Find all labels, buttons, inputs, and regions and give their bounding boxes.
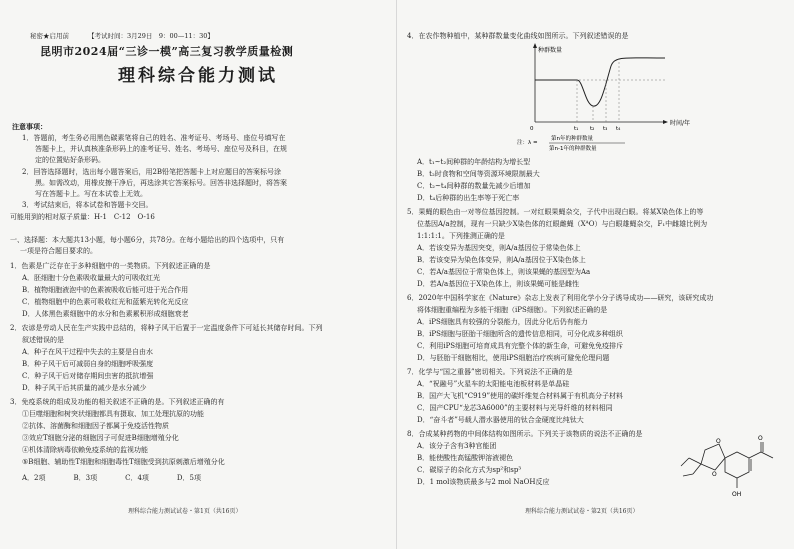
population-graph xyxy=(515,42,735,154)
tick-label: t₂ xyxy=(590,126,595,132)
option: B．t₂时食物和空间等资源环境限制最大 xyxy=(417,170,540,178)
option: A．iPS细胞具有较强的分裂能力，因此分化后仍有能力 xyxy=(417,318,588,326)
option: D．种子风干后其质量的减少是水分减少 xyxy=(22,384,147,392)
option: D．“奋斗者”号载人潜水器使用的钛合金硬度比纯钛大 xyxy=(417,416,584,424)
legend-title: 注：λ = xyxy=(517,140,538,146)
option: A．胚细胞十分色素吸收量最大的可吸收红光 xyxy=(22,274,161,282)
option: C．若A/a基因位于常染色体上，则该果蝇的基因型为Aa xyxy=(417,268,591,276)
option: C．国产CPU“龙芯3A6000”的主要材料与光导纤维的材料相同 xyxy=(417,404,613,412)
question-stem: 2．农谚是劳动人民在生产实践中总结的，将种子风干后置于一定温度条件下可延长其储存时间。下列 xyxy=(10,324,323,332)
section-heading: 一、选择题：本大题共13小题，每小题6分，共78分。在每小题给出的四个选项中，只有 xyxy=(10,236,285,244)
question-stem: 6．2020年中国科学家在《Nature》杂志上发表了利用化学小分子诱导成功——研究，该研究成功 xyxy=(407,294,714,302)
question-stem: 1．色素是广泛存在于多种细胞中的一类物质。下列叙述正确的是 xyxy=(10,262,211,270)
question-stem: 5．果蝇的眼色由一对等位基因控制。一对红眼果蝇杂交，子代中出现白眼。将某X染色体上的等 xyxy=(407,208,704,216)
option: B．iPS细胞与胚胎干细胞所含的遗传信息相同，可分化成多种组织 xyxy=(417,330,623,338)
option: C．t₂~t₄间种群的数量先减少后增加 xyxy=(417,182,531,190)
option: D．t₄后种群的出生率等于死亡率 xyxy=(417,194,520,202)
option: B．植物细胞液泡中的色素被吸收后能可进于光合作用 xyxy=(22,286,189,294)
exam-time: 【考试时间：3月29日 9：00—11：30】 xyxy=(88,32,214,40)
statement: ⑤B细胞、辅助性T细胞和细胞毒性T细胞受到抗原刺激后增殖分化 xyxy=(22,458,225,466)
oxygen-atom: O xyxy=(716,438,721,445)
x-axis-label: 时间/年 xyxy=(670,120,691,127)
hydroxyl-label: OH xyxy=(732,491,742,498)
page-footer: 理科综合能力测试试卷・第2页（共16页） xyxy=(525,508,639,515)
question-stem-cont: 叙述错误的是 xyxy=(22,336,64,344)
option-row: A．2项 B．3项 C．4项 D．5项 xyxy=(22,474,201,482)
ethyl-bond xyxy=(689,458,701,464)
subject-title: 理科综合能力测试 xyxy=(118,66,278,86)
ethyl-bond xyxy=(681,458,689,466)
statement: ④机体清除病毒依赖免疫系统的监视功能 xyxy=(22,446,148,454)
option: A．t₁~t₂间种群的年龄结构为增长型 xyxy=(417,158,531,166)
note-line: 定的位置贴好条形码。 xyxy=(35,156,105,164)
option: D．与胚胎干细胞相比，使用iPS细胞治疗疾病可避免伦理问题 xyxy=(417,354,610,362)
confidential-label: 秘密★启用前 xyxy=(30,32,69,40)
option: D．人体黑色素细胞中的水分和色素累积形成细胞衰老 xyxy=(22,310,189,318)
option: A．该分子含有3种官能团 xyxy=(417,442,497,450)
oxygen-atom: O xyxy=(758,435,763,442)
ester-bond xyxy=(749,452,761,458)
exam-title: 昆明市2024届“三诊一模”高三复习教学质量检测 xyxy=(40,45,294,58)
option: A．“祝融号”火星车的太阳能电池板材料是单晶硅 xyxy=(417,380,570,388)
option: A．若该变异为基因突变，则A/a基因位于常染色体上 xyxy=(417,244,581,252)
y-axis-label: 种群数量 xyxy=(538,47,563,54)
y-axis-arrow xyxy=(533,43,537,48)
notes-heading: 注意事项： xyxy=(12,122,47,131)
tick-label: 0 xyxy=(530,126,534,132)
section-heading-cont: 一项是符合题目要求的。 xyxy=(20,247,97,255)
option: B．国产大飞机“C919”使用的碳纤维复合材料属于有机高分子材料 xyxy=(417,392,624,400)
note-line: 答题卡上，并认真核准条形码上的准考证号、姓名、考场号、座位号及科目，在规 xyxy=(35,145,287,153)
ester-o-bond xyxy=(761,452,773,458)
atomic-masses: 可能用到的相对原子质量：H-1 C-12 O-16 xyxy=(10,213,155,221)
dioxolane-ring xyxy=(701,444,725,470)
note-line: 3．考试结束后，将本试卷和答题卡交回。 xyxy=(22,201,153,209)
option: B．能使酸性高锰酸钾溶液褪色 xyxy=(417,454,514,462)
option: C．种子风干后对储存期间虫害的抵抗增强 xyxy=(22,372,154,380)
statement: ②抗体、溶菌酶和细胞因子都属于免疫活性物质 xyxy=(22,422,169,430)
right-page xyxy=(397,0,794,549)
note-line: 写在答题卡上。写在本试卷上无效。 xyxy=(35,190,147,198)
option: C．碳原子的杂化方式为sp²和sp³ xyxy=(417,466,522,474)
question-stem-cont: 将体细胞重编程为多能干细胞（iPS细胞）。下列叙述正确的是 xyxy=(417,306,608,314)
oxygen-atom: O xyxy=(712,471,717,478)
tick-label: t₃ xyxy=(603,126,608,132)
ethyl-bond xyxy=(693,464,701,474)
note-line: 2．回答选择题时，选出每小题答案后，用2B铅笔把答题卡上对应题目的答案标号涂 xyxy=(22,168,282,176)
option: A．种子在风干过程中失去的主要是自由水 xyxy=(22,348,154,356)
question-stem-cont: 位基因A/a控制，现有一只缺少X染色体的红眼雌蝇（XᴬO）与白眼雄蝇杂交，F₁中雌雄比例为 xyxy=(417,220,708,228)
note-line: 1．答题前，考生务必用黑色碳素笔将自己的姓名、准考证号、考场号、座位号填写在 xyxy=(22,134,286,142)
statement: ③效应T细胞分泌的细胞因子可促进B细胞增殖分化 xyxy=(22,434,179,442)
question-stem: 7．化学与“国之重器”密切相关。下列说法不正确的是 xyxy=(407,368,573,376)
question-stem-cont: 1:1:1:1。下列推测正确的是 xyxy=(417,232,505,240)
option: D．若A/a基因位于X染色体上，则该果蝇可能是雌性 xyxy=(417,280,580,288)
note-line: 黑。如需改动，用橡皮擦干净后，再选涂其它答案标号。回答非选择题时，将答案 xyxy=(35,179,287,187)
ethyl-bond xyxy=(683,474,693,476)
legend-denominator: 第n-1年的种群数量 xyxy=(549,146,597,152)
option: B．种子风干后可减弱自身的细胞呼吸强度 xyxy=(22,360,154,368)
tick-label: t₁ xyxy=(574,126,579,132)
option: C．植物细胞中的色素可吸收红光和蓝紫光转化光反应 xyxy=(22,298,189,306)
question-stem: 8．合成某种药物的中间体结构如图所示。下列关于该物质的说法不正确的是 xyxy=(407,430,643,438)
lambda-curve xyxy=(535,58,665,106)
question-stem: 4．在农作物种植中，某种群数量变化曲线如图所示。下列叙述错误的是 xyxy=(407,32,629,40)
option: D．1 mol该物质最多与2 mol NaOH反应 xyxy=(417,478,550,486)
option: B．若该变异为染色体变异，则A/a基因位于X染色体上 xyxy=(417,256,586,264)
molecule-structure xyxy=(675,430,785,500)
statement: ①巨噬细胞和树突状细胞都具有摄取、加工处理抗原的功能 xyxy=(22,410,204,418)
page-footer: 理科综合能力测试试卷・第1页（共16页） xyxy=(128,508,242,515)
cyclohexene-ring xyxy=(725,452,749,478)
legend-numerator: 第n年的种群数量 xyxy=(551,136,593,142)
option: C．利用iPS细胞可培育成具有完整个体的新生命，可避免免疫排斥 xyxy=(417,342,624,350)
question-stem: 3．免疫系统的组成及功能的相关叙述不正确的是。下列叙述正确的有 xyxy=(10,398,225,406)
tick-label: t₄ xyxy=(616,126,621,132)
x-axis-arrow xyxy=(663,120,668,124)
